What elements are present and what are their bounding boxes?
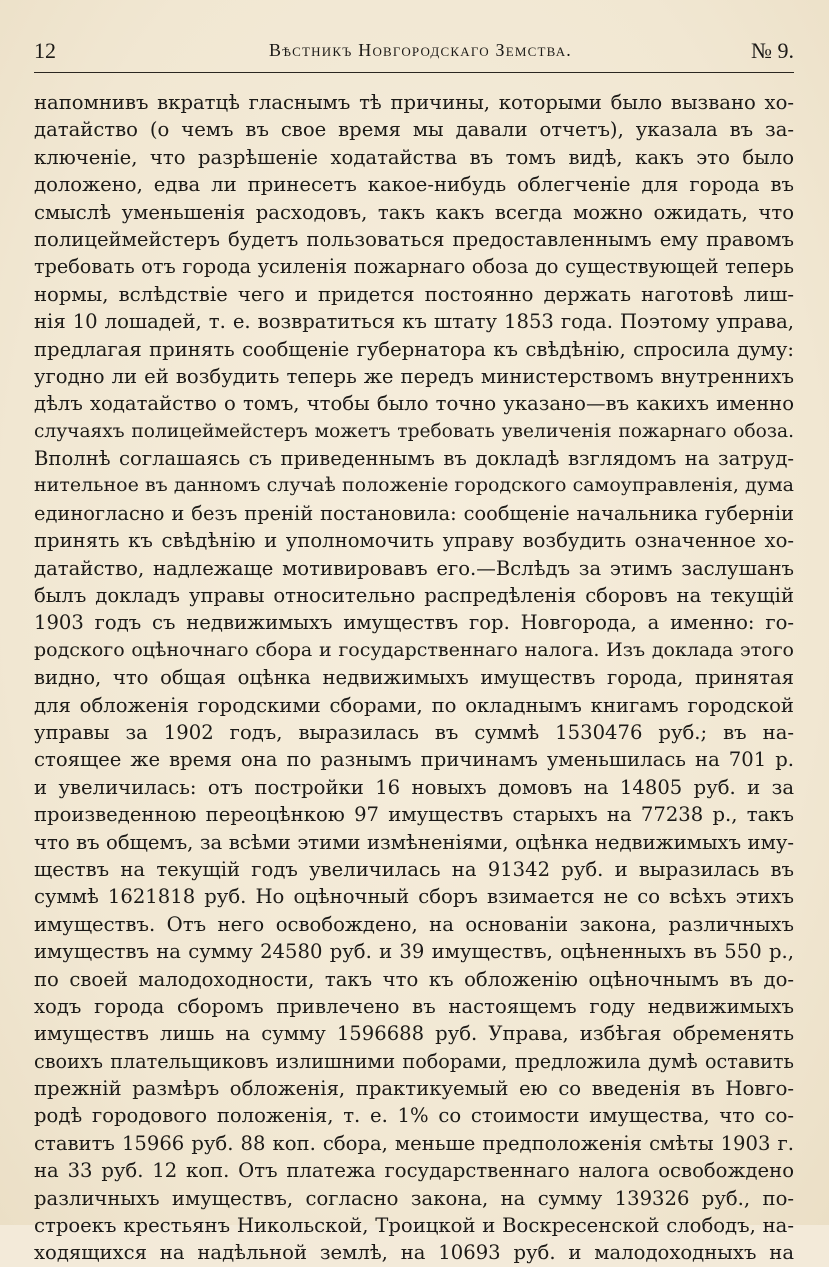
text-line: былъ докладъ управы относительно распредѣленія сборовъ на текущій bbox=[34, 584, 794, 608]
text-line: нормы, вслѣдствіе чего и придется постоянно держать наготовѣ лиш- bbox=[34, 282, 794, 306]
text-line: прежній размѣръ обложенія, практикуемый ею со введенія въ Новго- bbox=[34, 1077, 794, 1101]
text-line: нительное въ данномъ случаѣ положеніе городского самоуправленія, дума bbox=[34, 474, 794, 497]
text-line: имуществъ. Отъ него освобождено, на основаніи закона, различныхъ bbox=[34, 912, 794, 936]
text-line: что въ общемъ, за всѣми этими измѣненіями, оцѣнка недвижимыхъ иму- bbox=[34, 830, 794, 854]
text-line: напомнивъ вкратцѣ гласнымъ тѣ причины, которыми было вызвано хо- bbox=[34, 91, 794, 114]
text-line: Вполнѣ соглашаясь съ приведеннымъ въ докладѣ взглядомъ на затруд- bbox=[34, 447, 794, 471]
text-line: на 33 руб. 12 коп. Отъ платежа государственнаго налога освобождено bbox=[34, 1159, 794, 1183]
text-line: единогласно и безъ преній постановила: сообщеніе начальника губерніи bbox=[34, 501, 794, 525]
text-line: случаяхъ полицеймейстеръ можетъ требовать увеличенія пожарнаго обоза. bbox=[34, 420, 794, 442]
text-line: ходъ города сборомъ привлечено въ настоящемъ году недвижимыхъ bbox=[34, 994, 794, 1018]
text-line: для обложенія городскими сборами, по окладнымъ книгамъ городской bbox=[34, 693, 794, 717]
text-line: полицеймейстеръ будетъ пользоваться предоставленнымъ ему правомъ bbox=[34, 227, 794, 251]
text-line: произведенною переоцѣнкою 97 имуществъ старыхъ на 77238 р., такъ bbox=[34, 803, 794, 827]
text-line: доложено, едва ли принесетъ какое-нибудь облегченіе для города въ bbox=[34, 173, 794, 197]
issue-number: № 9. bbox=[751, 38, 794, 63]
text-line: требовать отъ города усиленія пожарнаго обоза до существующей теперь bbox=[34, 255, 794, 279]
text-line: родѣ городового положенія, т. е. 1% со стоимости имущества, что со- bbox=[34, 1104, 794, 1128]
text-line: ходящихся на надѣльной землѣ, на 10693 руб. и малодоходныхъ на bbox=[34, 1241, 794, 1265]
text-line: управы за 1902 годъ, выразилась въ суммѣ 1530476 руб.; въ на- bbox=[34, 720, 794, 744]
text-line: ставитъ 15966 руб. 88 коп. сбора, меньше предположенія смѣты 1903 г. bbox=[34, 1131, 794, 1155]
text-line: принять къ свѣдѣнію и уполномочить управу возбудить означенное хо- bbox=[34, 529, 794, 553]
text-line: датайство, надлежаще мотивировавъ его.—Вслѣдъ за этимъ заслушанъ bbox=[34, 556, 794, 580]
text-line: смыслѣ уменьшенія расходовъ, такъ какъ всегда можно ожидать, что bbox=[34, 200, 794, 224]
text-line: стоящее же время она по разнымъ причинамъ уменьшилась на 701 р. bbox=[34, 748, 794, 772]
body-text bbox=[34, 89, 794, 1267]
text-line: датайство (о чемъ въ свое время мы давали отчетъ), указала въ за- bbox=[34, 118, 794, 142]
page-number: 12 bbox=[34, 38, 56, 63]
text-line: различныхъ имуществъ, согласно закона, на сумму 139326 руб., по- bbox=[34, 1186, 794, 1210]
running-title: Вѣстникъ Новгородскаго Земства. bbox=[269, 40, 572, 60]
text-line: ществъ на текущій годъ увеличилась на 91342 руб. и выразилась въ bbox=[34, 857, 794, 881]
text-line: имуществъ на сумму 24580 руб. и 39 имуществъ, оцѣненныхъ въ 550 р., bbox=[34, 940, 794, 964]
text-line: 1903 годъ съ недвижимыхъ имуществъ гор. Новгорода, а именно: го- bbox=[34, 611, 794, 635]
header-rule bbox=[34, 72, 794, 73]
text-line: ключеніе, что разрѣшеніе ходатайства въ томъ видѣ, какъ это было bbox=[34, 145, 794, 169]
text-line: своихъ плательщиковъ излишними поборами, предложила думѣ оставить bbox=[34, 1049, 794, 1073]
text-line: суммѣ 1621818 руб. Но оцѣночный сборъ взимается не со всѣхъ этихъ bbox=[34, 885, 794, 909]
text-line: и увеличилась: отъ постройки 16 новыхъ домовъ на 14805 руб. и за bbox=[34, 775, 794, 799]
page-header bbox=[34, 38, 794, 68]
text-line: нія 10 лошадей, т. е. возвратиться къ штату 1853 года. Поэтому управа, bbox=[34, 310, 794, 334]
text-line: родского оцѣночнаго сбора и государственнаго налога. Изъ доклада этого bbox=[34, 638, 794, 661]
text-line: дѣлъ ходатайство о томъ, чтобы было точно указано—въ какихъ именно bbox=[34, 392, 794, 416]
text-line: по своей малодоходности, такъ что къ обложенію оцѣночнымъ въ до- bbox=[34, 967, 794, 991]
text-line: строекъ крестьянъ Никольской, Троицкой и Воскресенской слободъ, на- bbox=[34, 1214, 794, 1238]
text-line: имуществъ лишь на сумму 1596688 руб. Управа, избѣгая обременять bbox=[34, 1022, 794, 1046]
text-line: угодно ли ей возбудить теперь же передъ министерствомъ внутреннихъ bbox=[34, 364, 794, 388]
text-line: видно, что общая оцѣнка недвижимыхъ имуществъ города, принятая bbox=[34, 666, 794, 690]
text-line: предлагая принять сообщеніе губернатора къ свѣдѣнію, спросила думу: bbox=[34, 337, 794, 361]
